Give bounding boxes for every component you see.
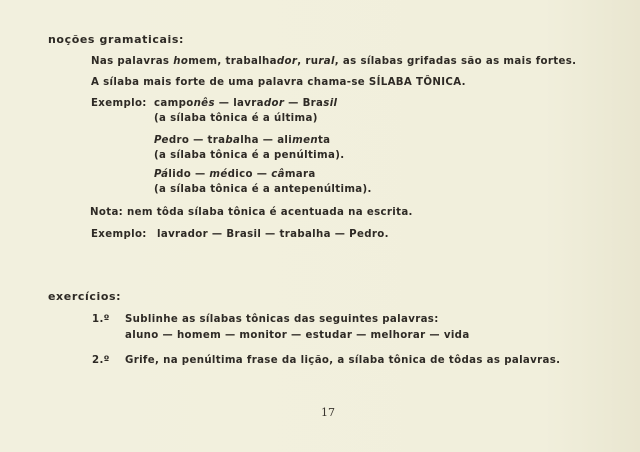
text: lha — ali — [240, 135, 293, 146]
italic-syllable: mé — [209, 169, 228, 180]
italic-syllable: sil — [323, 98, 338, 109]
example-words-2 — [154, 134, 330, 147]
italic-syllable: ba — [225, 135, 241, 146]
italic-syllable: men — [292, 135, 318, 146]
text: , ru — [297, 56, 319, 67]
exercise-number-1: 1.º — [92, 314, 110, 325]
example-note-2: (a sílaba tônica é a penúltima). — [154, 150, 345, 161]
text: — lavra — [214, 98, 264, 109]
text: Nas palavras — [91, 56, 174, 67]
intro-line — [91, 55, 576, 68]
text: lido — — [168, 169, 210, 180]
example-words-1 — [154, 97, 337, 110]
text: — Bra — [284, 98, 324, 109]
italic-syllable: ral — [318, 56, 335, 67]
italic-syllable: ho — [173, 56, 189, 67]
page-number: 17 — [321, 406, 335, 419]
text: mem, trabalha — [188, 56, 277, 67]
text: mara — [284, 169, 316, 180]
italic-syllable: nês — [193, 98, 215, 109]
exercise-number-2: 2.º — [92, 355, 110, 366]
text: dro — tra — [168, 135, 226, 146]
example-words-4: lavrador — Brasil — trabalha — Pedro. — [157, 229, 389, 240]
italic-syllable: Pe — [154, 135, 169, 146]
exercise-text-2: Grife, na penúltima frase da lição, a sílaba tônica de tôdas as palavras. — [125, 355, 561, 366]
italic-syllable: dor — [276, 56, 298, 67]
example-words-3 — [154, 168, 316, 181]
example-label-2: Exemplo: — [91, 229, 147, 240]
text: , as sílabas grifadas são as mais fortes. — [334, 56, 577, 67]
section-heading-grammar: noções gramaticais: — [48, 33, 184, 46]
section-heading-exercises: exercícios: — [48, 290, 122, 303]
text: campo — [154, 98, 194, 109]
italic-syllable: câ — [271, 169, 285, 180]
definition-line: A sílaba mais forte de uma palavra chama-se SÍLABA TÔNICA. — [91, 77, 466, 88]
text: dico — — [227, 169, 272, 180]
italic-syllable: dor — [263, 98, 285, 109]
example-note-1: (a sílaba tônica é a última) — [154, 113, 318, 124]
exercise-words-1: aluno — homem — monitor — estudar — melhorar — vida — [125, 330, 470, 341]
example-note-3: (a sílaba tônica é a antepenúltima). — [154, 184, 372, 195]
note-line: Nota: nem tôda sílaba tônica é acentuada na escrita. — [90, 207, 413, 218]
italic-syllable: Pá — [154, 169, 169, 180]
example-label: Exemplo: — [91, 98, 147, 109]
exercise-text-1: Sublinhe as sílabas tônicas das seguintes palavras: — [125, 314, 439, 325]
text: ta — [317, 135, 331, 146]
